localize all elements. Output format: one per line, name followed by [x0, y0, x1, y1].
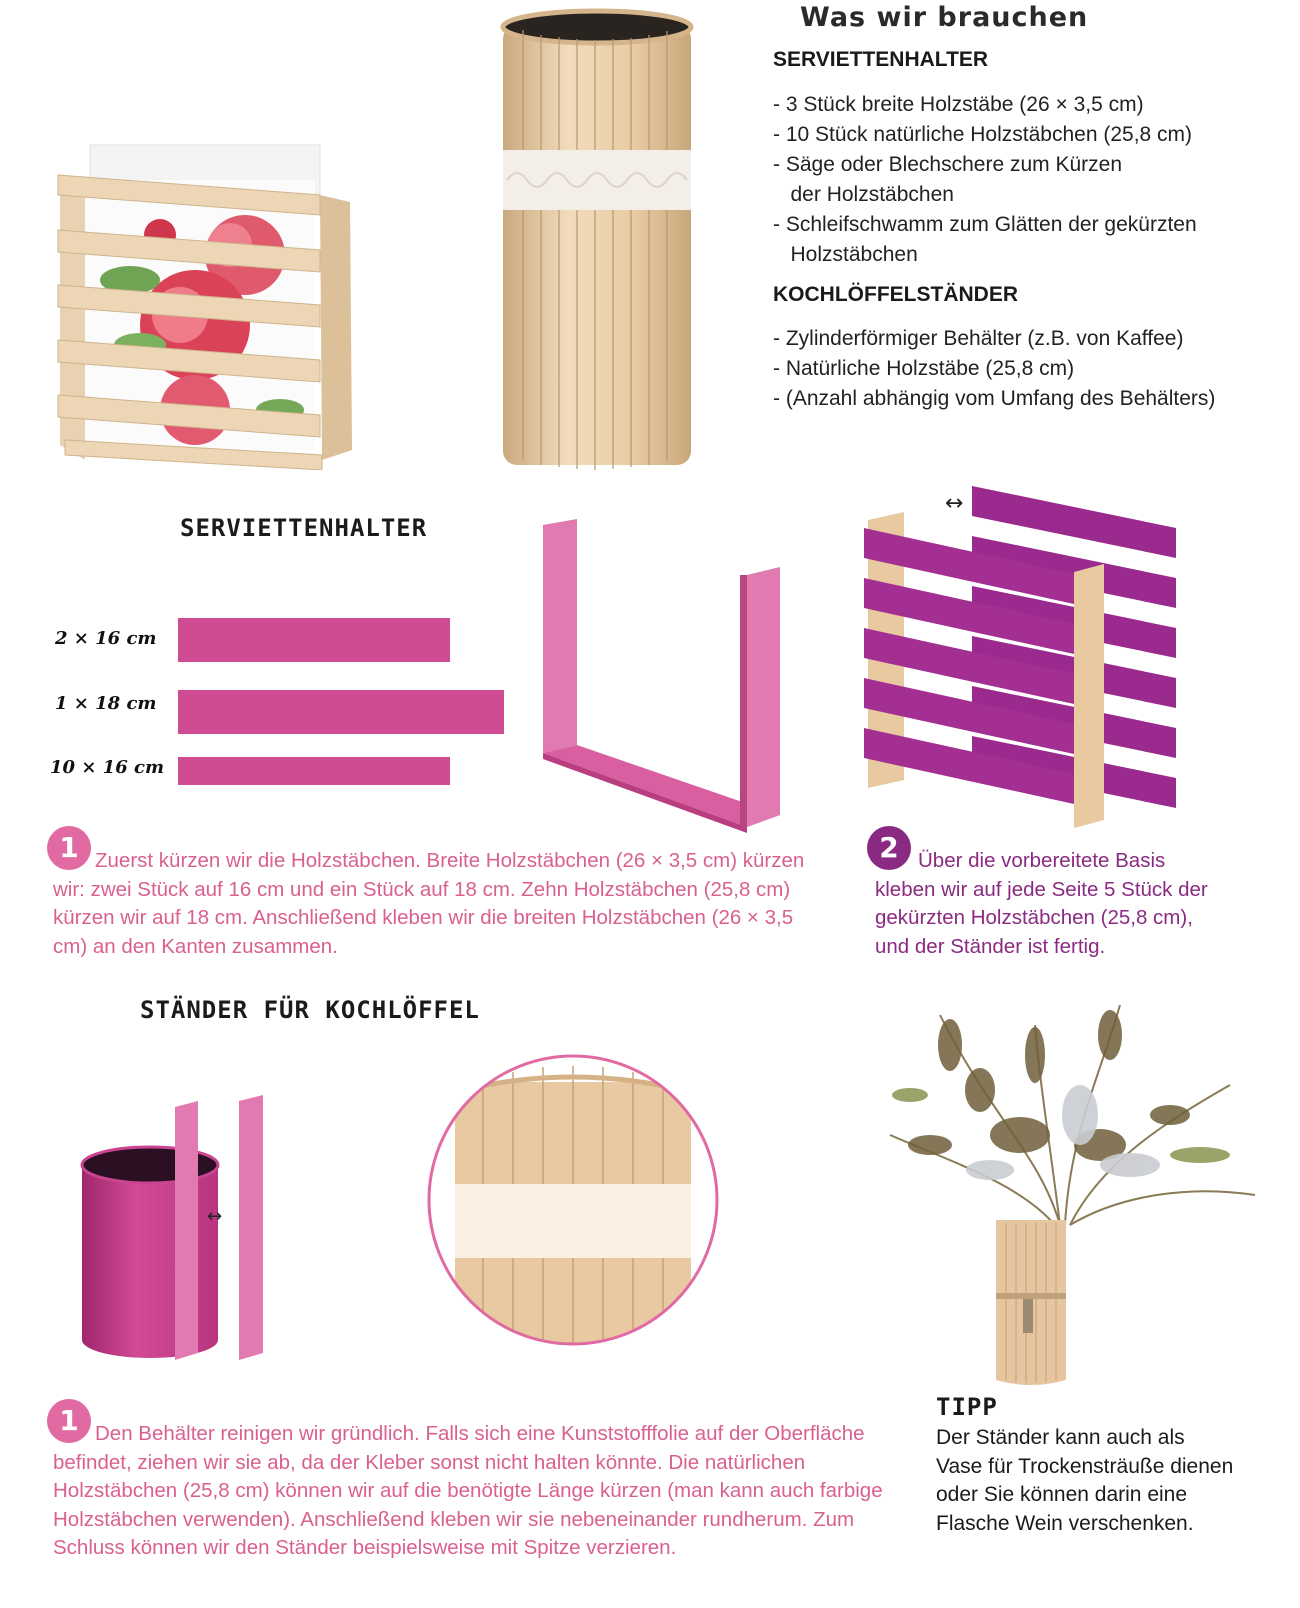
list-item: der Holzstäbchen	[773, 183, 954, 206]
svg-text:↔: ↔	[207, 1206, 223, 1227]
vase-with-dried-flowers-photo	[870, 995, 1260, 1390]
spoon-step1-instructions: Den Behälter reinigen wir gründlich. Falls sich eine Kunststofffolie auf der Oberfläche befindet, ziehen wir sie ab, da der Kleber sonst nicht halten könnte. Die natürlichen Holzstäbchen (25,8 cm) können wir auf die benötigte Länge kürzen (man kann auch farbige Holzstäbchen verwenden). Anschließend kleben wir sie nebeneinander rundherum. Zum Schluss können wir den Ständer beispielsweise mit Spitze verzieren.	[53, 1422, 883, 1559]
tipp-title: TIPP	[936, 1393, 998, 1421]
napkin-requirements-list	[773, 90, 1197, 270]
requirements-title: Was wir brauchen	[800, 2, 1089, 33]
step-badge: 1	[47, 826, 91, 870]
dimension-label: 10 × 16 cm	[50, 757, 164, 778]
section-heading-napkin: SERVIETTENHALTER	[180, 514, 428, 542]
list-item: - Natürliche Holzstäbe (25,8 cm)	[773, 357, 1075, 380]
list-item: - Säge oder Blechschere zum Kürzen	[773, 153, 1123, 176]
list-item: - (Anzahl abhängig vom Umfang des Behälters)	[773, 387, 1216, 410]
spoon-requirements-list	[773, 324, 1215, 414]
dimension-label: 2 × 16 cm	[55, 628, 157, 649]
step1-instructions: Zuerst kürzen wir die Holzstäbchen. Breite Holzstäbchen (26 × 3,5 cm) kürzen wir: zwei Stück auf 16 cm und ein Stück auf 18 cm. Zehn Holzstäbchen (25,8 cm) kürzen wir auf 18 cm. Anschließend kleben wir die breiten Holzstäbchen (26 × 3,5 cm) an den Kanten zusammen.	[53, 849, 805, 958]
napkin-holder-photo	[30, 140, 370, 470]
dimension-label: 1 × 18 cm	[55, 693, 157, 714]
list-item: - Schleifschwamm zum Glätten der gekürzten	[773, 213, 1197, 236]
tipp-text: Der Ständer kann auch als Vase für Trockensträuße dienen oder Sie können darin eine Flasche Wein verschenken.	[936, 1426, 1234, 1535]
cylinder-diagram	[75, 1095, 275, 1370]
list-item: - 3 Stück breite Holzstäbe (26 × 3,5 cm)	[773, 93, 1144, 116]
list-item: - 10 Stück natürliche Holzstäbchen (25,8 cm)	[773, 123, 1193, 146]
napkin-requirements-heading: SERVIETTENHALTER	[773, 48, 989, 71]
list-item: Holzstäbchen	[773, 243, 918, 266]
assembled-holder-diagram	[860, 480, 1190, 830]
step-badge: 2	[867, 826, 911, 870]
spoon-requirements-heading: KOCHLÖFFELSTÄNDER	[773, 283, 1018, 306]
section-heading-spoon: STÄNDER FÜR KOCHLÖFFEL	[140, 996, 480, 1024]
u-frame-diagram	[535, 515, 785, 835]
stick-16cm	[178, 618, 450, 662]
wooden-cylinder-closeup	[425, 1052, 721, 1348]
wooden-cylinder-photo	[495, 5, 700, 475]
stick-18cm	[178, 690, 504, 734]
list-item: - Zylinderförmiger Behälter (z.B. von Kaffee)	[773, 327, 1184, 350]
step-badge: 1	[47, 1399, 91, 1443]
svg-text:↔: ↔	[945, 491, 964, 516]
stick-thin-16cm	[178, 757, 450, 785]
step2-instructions: Über die vorbereitete Basis kleben wir auf jede Seite 5 Stück der gekürzten Holzstäbchen (25,8 cm), und der Ständer ist fertig.	[875, 849, 1208, 958]
